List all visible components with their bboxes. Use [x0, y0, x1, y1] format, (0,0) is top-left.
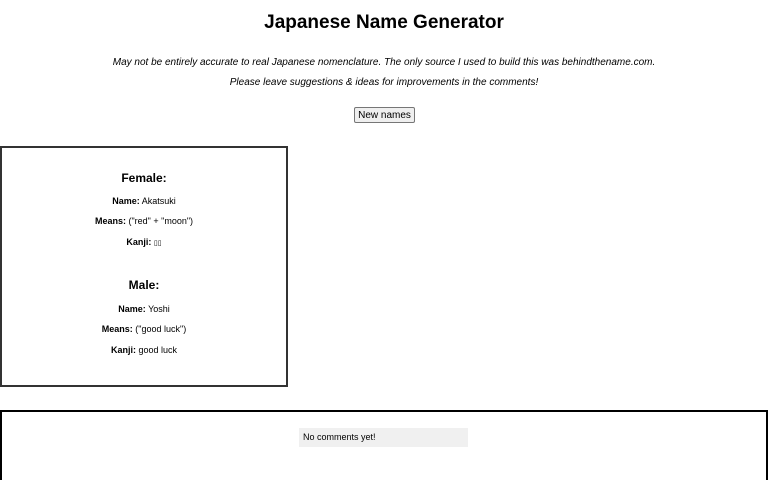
male-means-label: Means: [101, 324, 133, 334]
page-title: Japanese Name Generator [264, 12, 504, 33]
male-name-label: Name: [118, 304, 146, 314]
male-kanji-value: good luck [138, 345, 178, 355]
suggestions-text: Please leave suggestions & ideas for improvements in the comments! [229, 77, 539, 88]
names-panel [0, 146, 288, 387]
female-name-label: Name: [112, 196, 140, 206]
female-kanji-label: Kanji: [126, 237, 152, 247]
female-means-row [2, 216, 286, 226]
no-comments-message: No comments yet! [299, 428, 468, 447]
female-name-row [2, 196, 286, 206]
male-kanji-label: Kanji: [110, 345, 136, 355]
female-kanji-value: ▯▯ [153, 240, 162, 247]
comments-panel [0, 410, 768, 480]
male-means-value: ("good luck") [135, 324, 187, 334]
male-kanji-row [2, 345, 286, 355]
male-name-row [2, 304, 286, 314]
male-heading: Male: [128, 278, 160, 292]
disclaimer-text: May not be entirely accurate to real Japanese nomenclature. The only source I used to build this was behindthename.com. [112, 57, 656, 68]
male-name-value: Yoshi [148, 304, 170, 314]
new-names-button[interactable]: New names [354, 107, 415, 123]
female-kanji-row [2, 237, 286, 247]
female-heading: Female: [121, 171, 167, 185]
female-means-label: Means: [94, 216, 126, 226]
female-name-value: Akatsuki [141, 196, 176, 206]
male-means-row [2, 324, 286, 334]
female-means-value: ("red" + "moon") [128, 216, 194, 226]
